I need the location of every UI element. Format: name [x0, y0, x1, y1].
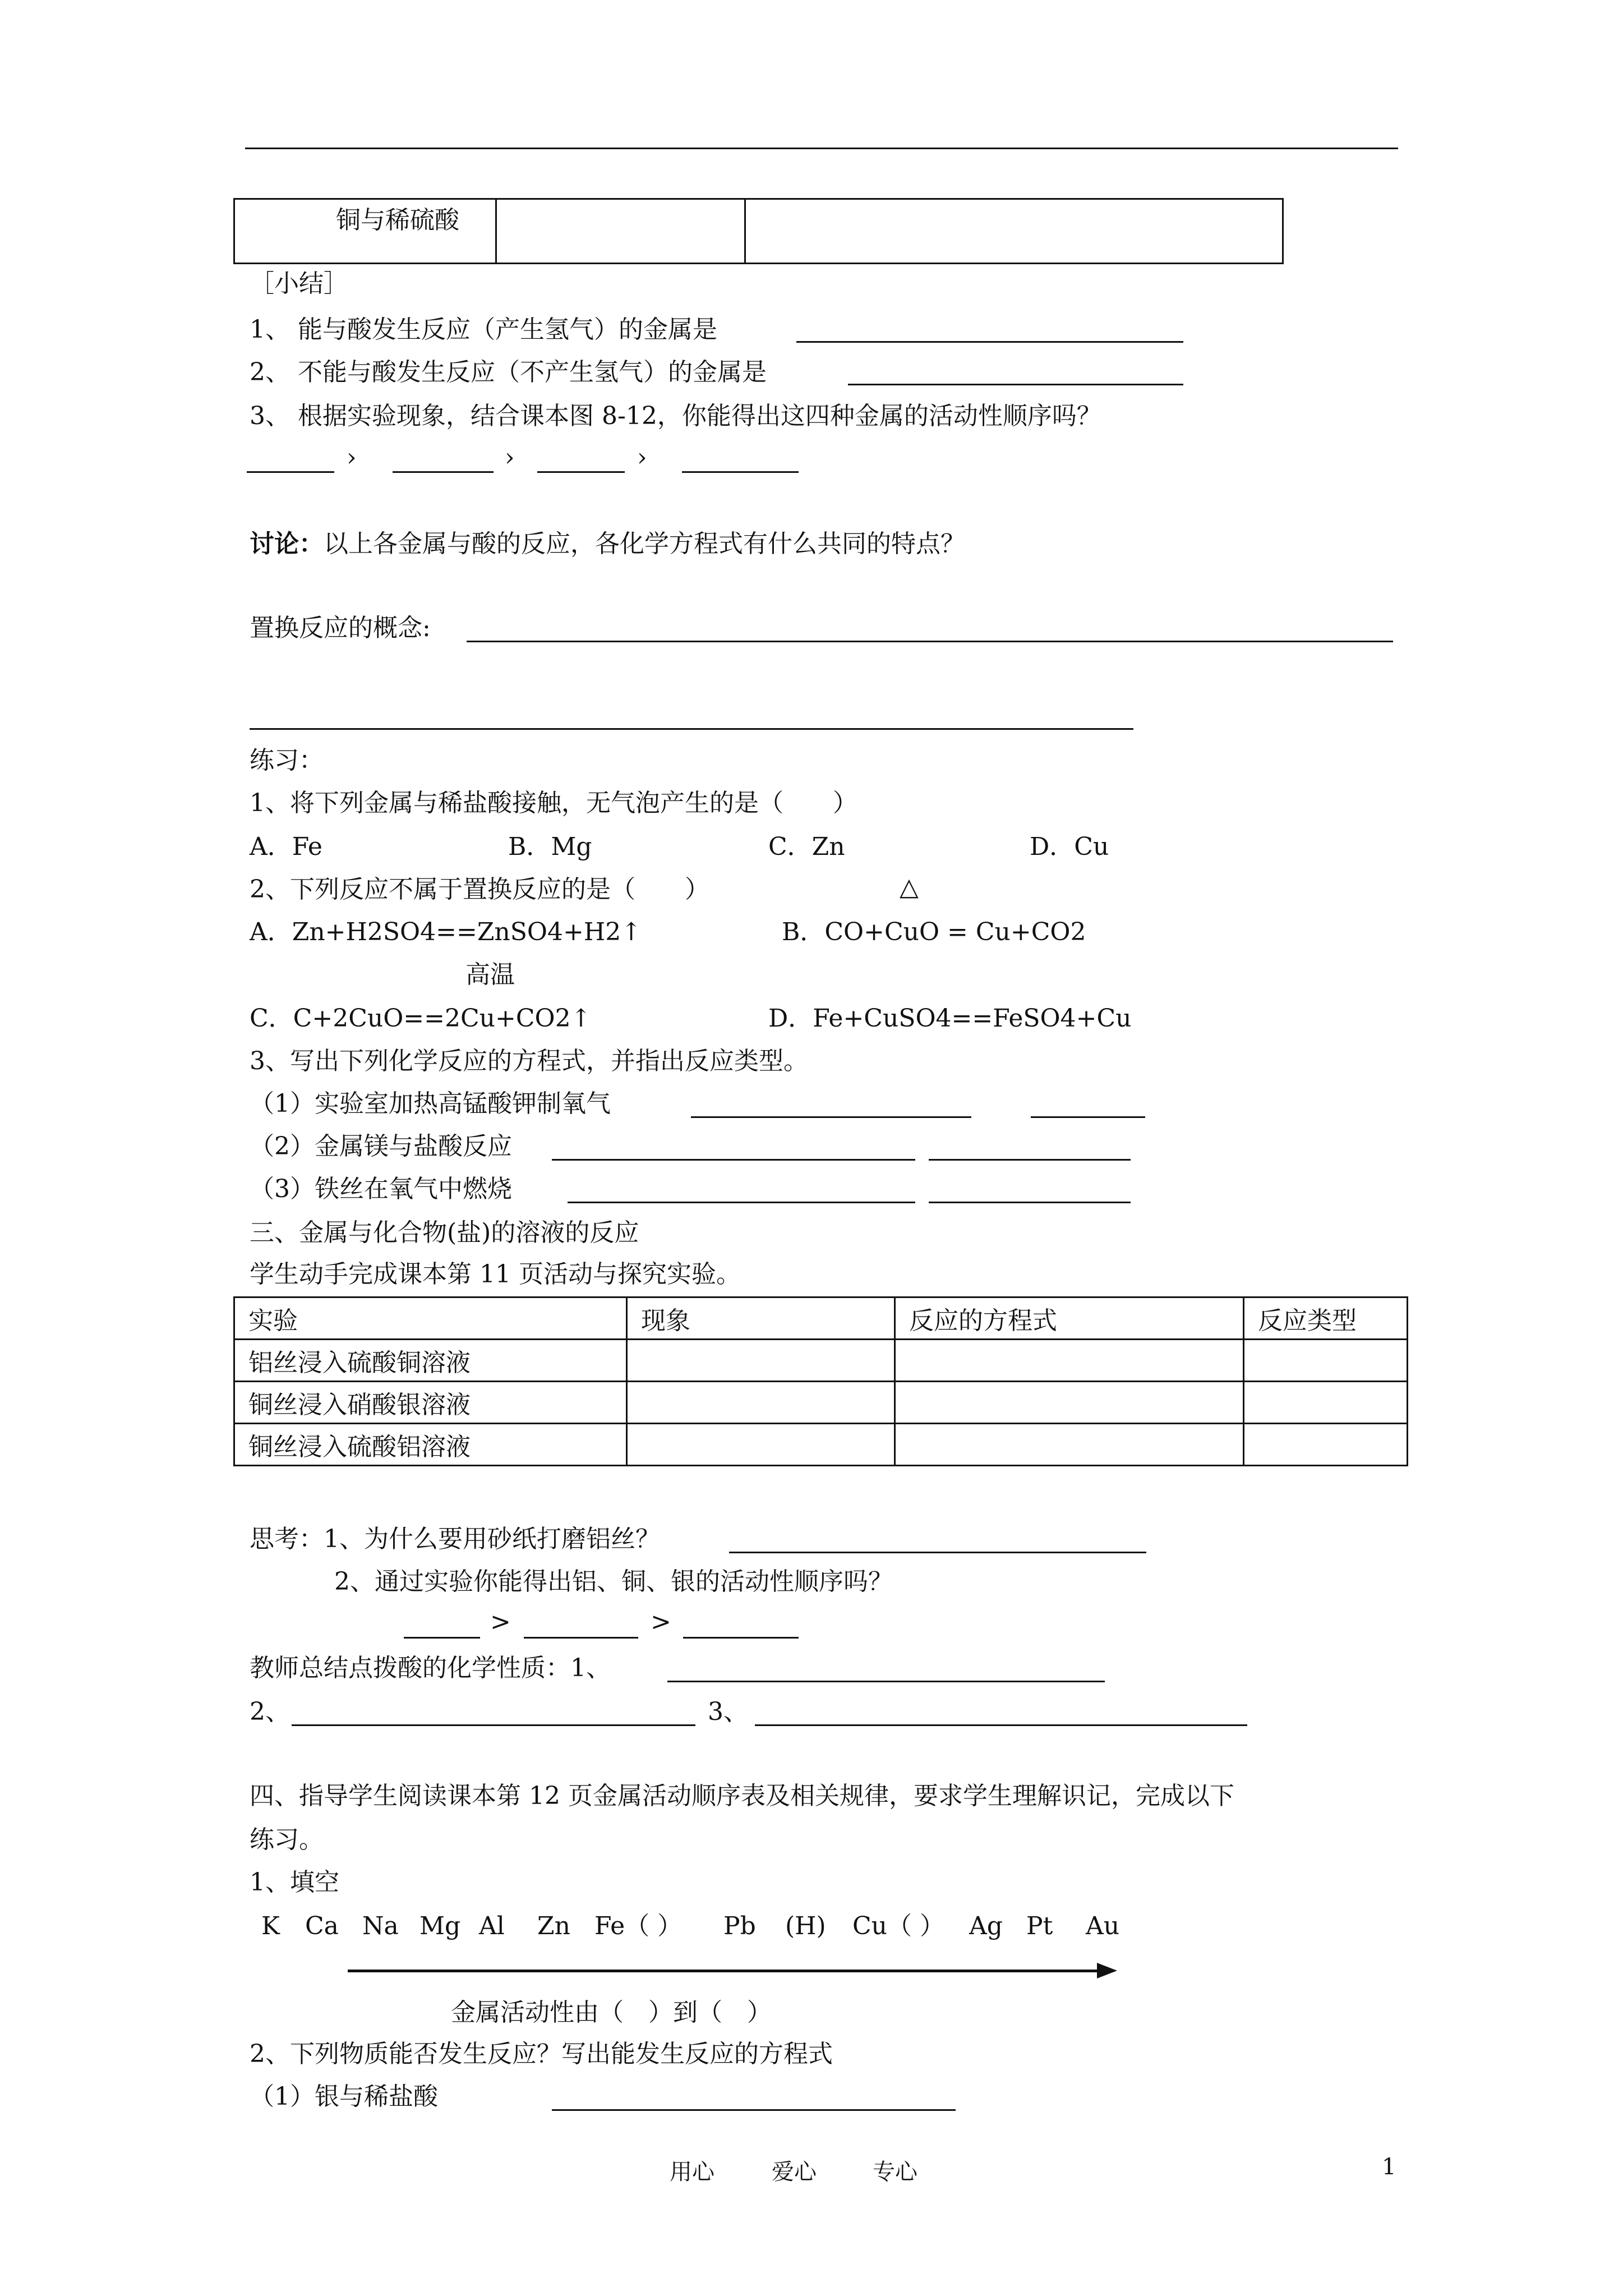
q2-option-c: C．C+2CuO==2Cu+CO2↑ — [250, 1004, 592, 1033]
table-cell[interactable] — [1244, 1340, 1408, 1382]
activity-arrow-line — [348, 1970, 1099, 1972]
series-item-pb: Pb — [723, 1912, 756, 1940]
section3-intro: 学生动手完成课本第 11 页活动与探究实验。 — [250, 1260, 741, 1289]
table-cell[interactable] — [895, 1424, 1244, 1466]
summary-q2: 2、 不能与酸发生反应（不产生氢气）的金属是 — [250, 358, 767, 386]
experiment-name: 铜丝浸入硫酸铝溶液 — [234, 1424, 627, 1466]
experiment-name: 铝丝浸入硫酸铜溶液 — [234, 1340, 627, 1382]
teacher-n3: 3、 — [708, 1697, 748, 1726]
answer-blank[interactable] — [796, 341, 1183, 343]
section4-line1: 四、指导学生阅读课本第 12 页金属活动顺序表及相关规律，要求学生理解识记，完成以下 — [250, 1782, 1234, 1810]
concept-blank[interactable] — [250, 728, 1133, 730]
practice-q3: 3、写出下列化学反应的方程式，并指出反应类型。 — [250, 1047, 808, 1075]
discussion-text: 以上各金属与酸的反应，各化学方程式有什么共同的特点？ — [324, 530, 965, 558]
table-cell[interactable] — [895, 1340, 1244, 1382]
equation-blank[interactable] — [552, 2109, 956, 2111]
table-cell[interactable] — [627, 1382, 895, 1424]
gt-symbol: > — [490, 1608, 511, 1636]
discussion-label: 讨论： — [250, 530, 324, 558]
header-rule — [245, 148, 1398, 149]
series-item-mg: Mg — [419, 1912, 461, 1940]
order-blank[interactable] — [683, 1637, 799, 1639]
equation-blank[interactable] — [552, 1159, 915, 1161]
series-item-au: Au — [1086, 1912, 1120, 1940]
q3-item-1: （1）实验室加热高锰酸钾制氧气 — [250, 1089, 611, 1118]
table-cell[interactable] — [745, 199, 1283, 264]
section4-q2-item1: （1）银与稀盐酸 — [250, 2082, 438, 2111]
series-item-zn: Zn — [537, 1912, 570, 1940]
replacement-label: 置换反应的概念: — [250, 614, 431, 642]
section4-fill: 1、填空 — [250, 1868, 339, 1897]
order-blank[interactable] — [393, 471, 494, 473]
activity-direction: 金属活动性由（ ）到（ ） — [451, 1998, 772, 2027]
table-cell — [234, 199, 496, 264]
property-blank[interactable] — [755, 1724, 1247, 1726]
table-row — [234, 1424, 1408, 1466]
type-blank[interactable] — [1031, 1116, 1145, 1118]
option-d: D．Cu — [1030, 832, 1109, 861]
section3-title: 三、金属与化合物(盐)的溶液的反应 — [250, 1218, 639, 1247]
reaction-table-top — [233, 198, 1284, 264]
summary-heading: ［小结］ — [250, 269, 348, 298]
gt-symbol: › — [347, 443, 357, 472]
answer-blank[interactable] — [729, 1552, 1146, 1553]
gt-symbol: > — [651, 1608, 671, 1636]
practice-q2: 2、下列反应不属于置换反应的是（ ） — [250, 875, 709, 904]
q2-option-d: D．Fe+CuSO4==FeSO4+Cu — [768, 1004, 1132, 1033]
series-item-ag: Ag — [969, 1912, 1003, 1940]
q2-option-a: A．Zn+H2SO4==ZnSO4+H2↑ — [250, 918, 642, 946]
thinking-q2: 2、通过实验你能得出铝、铜、银的活动性顺序吗？ — [334, 1567, 893, 1596]
section4-q2: 2、下列物质能否发生反应？写出能发生反应的方程式 — [250, 2040, 833, 2068]
gt-symbol: › — [505, 443, 515, 472]
q3-item-2: （2）金属镁与盐酸反应 — [250, 1132, 512, 1161]
property-blank[interactable] — [292, 1724, 695, 1726]
high-temp-label: 高温 — [465, 960, 515, 989]
order-blank[interactable] — [404, 1637, 480, 1639]
equation-blank[interactable] — [568, 1202, 915, 1203]
header-equation: 反应的方程式 — [895, 1297, 1244, 1340]
series-item-h: (H) — [785, 1912, 826, 1940]
practice-title: 练习： — [250, 746, 324, 775]
table-cell[interactable] — [1244, 1382, 1408, 1424]
thinking-q1: 思考：1、为什么要用砂纸打磨铝丝？ — [250, 1525, 660, 1553]
table-row — [234, 1382, 1408, 1424]
option-b: B．Mg — [508, 832, 592, 861]
series-item-k: K — [261, 1912, 280, 1940]
cell-text: 铜与稀硫酸 — [336, 206, 459, 234]
practice-q1: 1、将下列金属与稀盐酸接触，无气泡产生的是（ ） — [250, 789, 857, 817]
series-item-ca: Ca — [305, 1912, 339, 1940]
experiment-table — [233, 1296, 1408, 1466]
series-item-fe: Fe（ ） — [594, 1912, 683, 1940]
table-cell[interactable] — [895, 1382, 1244, 1424]
series-item-na: Na — [362, 1912, 399, 1940]
answer-blank[interactable] — [848, 384, 1183, 385]
section4-line2: 练习。 — [250, 1825, 324, 1854]
table-row — [234, 1340, 1408, 1382]
type-blank[interactable] — [929, 1202, 1131, 1203]
table-cell[interactable] — [1244, 1424, 1408, 1466]
order-blank[interactable] — [524, 1637, 638, 1639]
experiment-name: 铜丝浸入硝酸银溶液 — [234, 1382, 627, 1424]
teacher-line1: 教师总结点拨酸的化学性质：1、 — [250, 1654, 611, 1682]
equation-blank[interactable] — [691, 1116, 971, 1118]
option-a: A．Fe — [250, 832, 322, 861]
concept-blank[interactable] — [467, 641, 1393, 642]
series-item-pt: Pt — [1026, 1912, 1053, 1940]
teacher-n2: 2、 — [250, 1697, 290, 1726]
series-item-cu: Cu（ ） — [852, 1912, 944, 1940]
triangle-heat-symbol: △ — [900, 873, 919, 901]
summary-q1: 1、 能与酸发生反应（产生氢气）的金属是 — [250, 315, 717, 344]
table-cell[interactable] — [627, 1340, 895, 1382]
header-phenomenon: 现象 — [627, 1297, 895, 1340]
footer-word: 用心 — [670, 2159, 714, 2185]
q3-item-3: （3）铁丝在氧气中燃烧 — [250, 1175, 512, 1203]
discussion — [250, 530, 965, 559]
option-c: C．Zn — [768, 832, 845, 861]
footer-word: 专心 — [873, 2159, 917, 2185]
table-cell[interactable] — [627, 1424, 895, 1466]
order-blank[interactable] — [682, 471, 799, 473]
order-blank[interactable] — [537, 471, 625, 473]
series-item-al: Al — [479, 1912, 505, 1940]
footer-word: 爱心 — [772, 2159, 817, 2185]
table-row — [234, 199, 1283, 264]
page-number: 1 — [1382, 2154, 1396, 2180]
q2-option-b: B．CO+CuO = Cu+CO2 — [782, 918, 1086, 946]
type-blank[interactable] — [929, 1159, 1131, 1161]
header-experiment: 实验 — [234, 1297, 627, 1340]
table-cell[interactable] — [496, 199, 745, 264]
property-blank[interactable] — [667, 1681, 1105, 1682]
gt-symbol: › — [637, 443, 647, 472]
table-header-row — [234, 1297, 1408, 1340]
summary-q3: 3、 根据实验现象，结合课本图 8-12，你能得出这四种金属的活动性顺序吗？ — [250, 402, 1101, 430]
order-blank[interactable] — [247, 471, 334, 473]
arrow-head-icon — [1097, 1963, 1117, 1978]
header-reaction-type: 反应类型 — [1244, 1297, 1408, 1340]
